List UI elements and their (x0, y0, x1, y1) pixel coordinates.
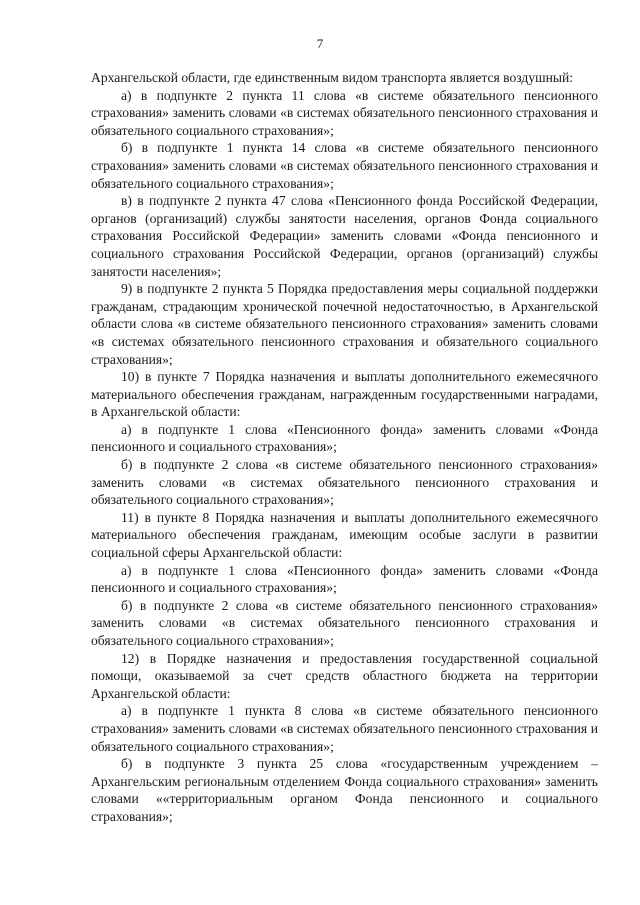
paragraph-item-12: 12) в Порядке назначения и предоставления государственной социальной помощи, оказываемой за счет средств областного бюджета на территории Архангельской области: (91, 650, 598, 701)
paragraph-item-b: б) в подпункте 1 пункта 14 слова «в системе обязательного пенсионного страхования» заменить словами «в системах обязательного пенсионного страхования и обязательного социального страхования»; (91, 140, 598, 191)
document-body (91, 69, 598, 826)
paragraph-item-12-a: а) в подпункте 1 пункта 8 слова «в системе обязательного пенсионного страхования» заменить словами «в системах обязательного пенсионного страхования и обязательного социального страхования»; (91, 703, 598, 754)
paragraph-item-11-b: б) в подпункте 2 слова «в системе обязательного пенсионного страхования» заменить словами «в системах обязательного пенсионного страхования и обязательного социального страхования»; (91, 597, 598, 648)
paragraph-item-9: 9) в подпункте 2 пункта 5 Порядка предоставления меры социальной поддержки гражданам, страдающим хронической почечной недостаточностью, в Архангельской области слова «в системе обязательного пенсионного страхования» заменить словами «в системах обязательного пенсионного страхования и обязательного социального страхования»; (91, 281, 598, 367)
page-number: 7 (316, 36, 324, 51)
paragraph-item-10-a: а) в подпункте 1 слова «Пенсионного фонда» заменить словами «Фонда пенсионного и социального страхования»; (91, 421, 598, 455)
paragraph-item-11: 11) в пункте 8 Порядка назначения и выплаты дополнительного ежемесячного материального обеспечения гражданам, имеющим особые заслуги в развитии социальной сферы Архангельской области: (91, 509, 598, 561)
paragraph-item-10-b: б) в подпункте 2 слова «в системе обязательного пенсионного страхования» заменить словами «в системах обязательного пенсионного страхования и обязательного социального страхования»; (91, 457, 598, 508)
paragraph-item-12-b: б) в подпункте 3 пункта 25 слова «государственным учреждением – Архангельским региональным отделением Фонда социального страхования» заменить словами ««территориальным органом Фонда пенсионного и социального страхования»; (91, 756, 598, 824)
paragraph-continuation: Архангельской области, где единственным видом транспорта является воздушный: (91, 70, 574, 85)
paragraph-item-10: 10) в пункте 7 Порядка назначения и выплаты дополнительного ежемесячного материального обеспечения гражданам, награжденным государственными наградами, в Архангельской области: (91, 369, 598, 420)
paragraph-item-11-a: а) в подпункте 1 слова «Пенсионного фонда» заменить словами «Фонда пенсионного и социального страхования»; (91, 562, 598, 596)
paragraph-item-a: а) в подпункте 2 пункта 11 слова «в системе обязательного пенсионного страхования» заменить словами «в системах обязательного пенсионного страхования и обязательного социального страхования»; (91, 87, 598, 138)
paragraph-item-v: в) в подпункте 2 пункта 47 слова «Пенсионного фонда Российской Федерации, органов (организаций) службы занятости населения, органов Фонда социального страхования Российской Федерации» заменить словами «Фонда пенсионного и социального страхования Российской Федерации, органов (организаций) службы занятости населения»; (91, 193, 598, 279)
